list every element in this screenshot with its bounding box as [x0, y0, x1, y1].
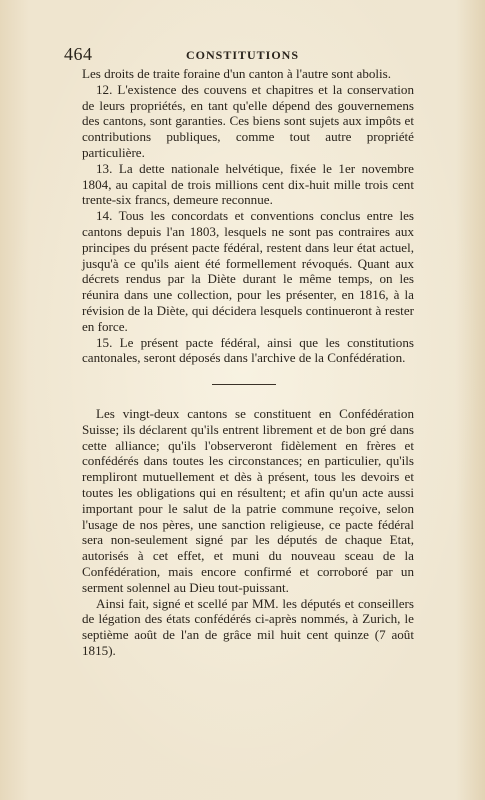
running-title: CONSTITUTIONS	[185, 48, 300, 62]
paragraph-signature-clause: Ainsi fait, signé et scellé par MM. les députés et conseillers de légation des états confédérés ci-après nommés, à Zurich, le septième août de l'an de grâce mil huit cent quinze (7 août 1815).	[82, 595, 414, 658]
paragraph-traite-foraine: Les droits de traite foraine d'un canton à l'autre sont abolis.	[82, 66, 392, 81]
paragraph-article-14: 14. Tous les concordats et conventions conclus entre les cantons depuis l'an 1803, lesquels ne sont pas contraires aux principes du présent pacte fédéral, restent dans leur état actuel, jusqu'à ce qu'ils aient été formellement révoqués. Quant aux décrets rendus par la Diète durant le même temps, on les réunira dans une collection, pour les présenter, en 1816, à la révision de la Diète, qui décidera lesquels continueront à rester en force.	[82, 208, 414, 334]
paragraph-article-13: 13. La dette nationale helvétique, fixée le 1er novembre 1804, au capital de trois millions cent dix-huit mille trois cent trente-six francs, demeure reconnue.	[82, 160, 414, 208]
page-number: 464	[64, 44, 93, 64]
paragraph-confederation-oath: Les vingt-deux cantons se constituent en Confédération Suisse; ils déclarent qu'ils entrent librement et de bon gré dans cette alliance; qu'ils l'observeront fidèlement en frères et confédérés dans toutes les circonstances; en particulier, qu'ils rempliront mutuellement et dès à présent, tous les devoirs et toutes les obligations qui en résultent; et afin qu'un acte aussi important pour le salut de la patrie commune reçoive, selon l'usage de nos pères, une sanction religieuse, ce pacte fédéral sera non-seulement signé par les députés de chaque Etat, autorisés à cet effet, et muni du nouveau sceau de la Confédération, mais encore confirmé et corroboré par un serment solennel au Dieu tout-puissant.	[82, 406, 414, 595]
text-block-articles	[82, 66, 414, 366]
text-block-closing	[82, 406, 414, 659]
section-divider	[212, 384, 276, 385]
paragraph-article-12: 12. L'existence des couvens et chapitres et la conservation de leurs propriétés, en tant qu'elle dépend des gouvernemens des cantons, sont garanties. Ces biens sont sujets aux impôts et contributions publiques, comme tout autre propriété particulière.	[82, 81, 414, 160]
paragraph-article-15: 15. Le présent pacte fédéral, ainsi que les constitutions cantonales, seront déposés dans l'archive de la Confédération.	[82, 334, 414, 366]
